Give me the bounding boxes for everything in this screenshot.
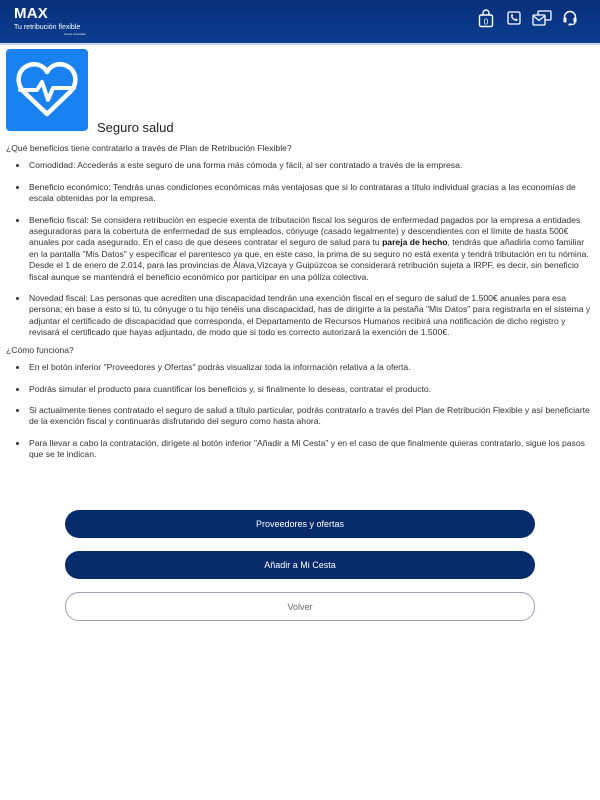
cart-icon: [478, 9, 494, 28]
product-title: Seguro salud: [97, 120, 174, 135]
brand-subtitle: Tu retribución flexible: [14, 24, 81, 31]
fiscal-bold-text: pareja de hecho: [382, 237, 448, 248]
phone-icon: [507, 11, 521, 25]
how-question: ¿Cómo funciona?: [6, 344, 74, 355]
brand-logo[interactable]: [14, 6, 86, 36]
product-description: [6, 143, 594, 467]
benefits-question: ¿Qué beneficios tiene contratarlo a través de Plan de Retribución Flexible?: [6, 143, 292, 153]
cart-button[interactable]: [476, 8, 496, 28]
back-button[interactable]: Volver: [65, 592, 535, 621]
benefit-item: • Comodidad: Accederás a este seguro de una forma más cómoda y fácil, al ser contratado a través de la empresa.: [28, 160, 594, 171]
product-tile: [6, 49, 88, 131]
mail-button[interactable]: [532, 8, 552, 28]
fiscal-text-part3: Desde el 1 de enero de 2.014, para las provincias de Álava,Vizcaya y Guipúzcoa se considerará retribución sujeta a IRPF, es decir, sin beneficio fiscal aunque se mantendrá el beneficio económico por participar en una póliza colectiva.: [29, 260, 579, 282]
how-item: • Si actualmente tienes contratado el seguro de salud a título particular, podrás contratarlo a través del Plan de Retribución Flexible y así beneficiarte de la exención fiscal y continuarás disfrutando del seguro como hasta ahora.: [28, 405, 594, 428]
how-item: • Para llevar a cabo la contratación, dirígete al botón inferior "Añadir a Mi Cesta" y en el caso de que finalmente quieras contratarlo, sigue los pasos que se te indican.: [28, 438, 594, 461]
cart-count: 0: [483, 17, 489, 26]
phone-button[interactable]: [504, 8, 524, 28]
benefit-item-novedad: • Novedad fiscal: Las personas que acrediten una discapacidad tendrán una exención fiscal en el seguro de salud de 1.500€ anuales para esa persona; en base a esto si tú, tu cónyuge o tu hijo tenéis una discapacidad, has de dirigirte a la pestaña "Mis Datos" para registrarla en el sistema y adjuntar el certificado de discapacidad que corresponda, el Departamento de Recursos Humanos recibirá una notificación de dicho registro y revisará el certificado que hayas adjuntado, de modo que si todo es correcto autorizará la exención de 1.500€.: [28, 293, 594, 339]
how-item: • En el botón inferior "Proveedores y Ofertas" podrás visualizar toda la información relativa a la oferta.: [28, 362, 594, 373]
benefit-item-fiscal: [28, 215, 594, 283]
brand-title: MAX: [14, 5, 48, 22]
brand-small-text: Grupo vinculado: [64, 32, 86, 36]
how-item: • Podrás simular el producto para cuantificar los beneficios y, si finalmente lo deseas, contratar el producto.: [28, 384, 594, 395]
support-headset-icon: [562, 10, 578, 26]
providers-offers-button[interactable]: Proveedores y ofertas: [65, 510, 535, 538]
how-list: [6, 362, 594, 460]
support-button[interactable]: [560, 8, 580, 28]
fiscal-text-part2: , tendrás que añadirla como familiar en la pantalla "Mis Datos" y especificar el parentesco ya que, en este caso, la prima de su seguro no está exenta y tendrá tributación en tu nómina.: [29, 237, 589, 259]
header-actions: [476, 8, 580, 28]
app-header: [0, 0, 600, 45]
add-to-cart-button[interactable]: Añadir a Mi Cesta: [65, 551, 535, 579]
mail-icon: [532, 10, 552, 26]
benefit-item: • Beneficio económico: Tendrás unas condiciones económicas más ventajosas que si lo contrataras a título individual gracias a las economías de escala obtenidas por la empresa.: [28, 182, 594, 205]
fiscal-text-part1: Beneficio fiscal: Se considera retribución en especie exenta de tributación fiscal los seguros de enfermedad pagados por la empresa a entidades aseguradoras para la cobertura de enfermedad de sus empleados, cónyuge (casado legalmente) y descendientes con el límite de hasta 500€ anuales por cada asegurado. En el caso de que desees contratar el seguro de salud para tu: [29, 214, 581, 248]
heart-pulse-icon: [15, 60, 79, 120]
benefits-list: [6, 160, 594, 338]
